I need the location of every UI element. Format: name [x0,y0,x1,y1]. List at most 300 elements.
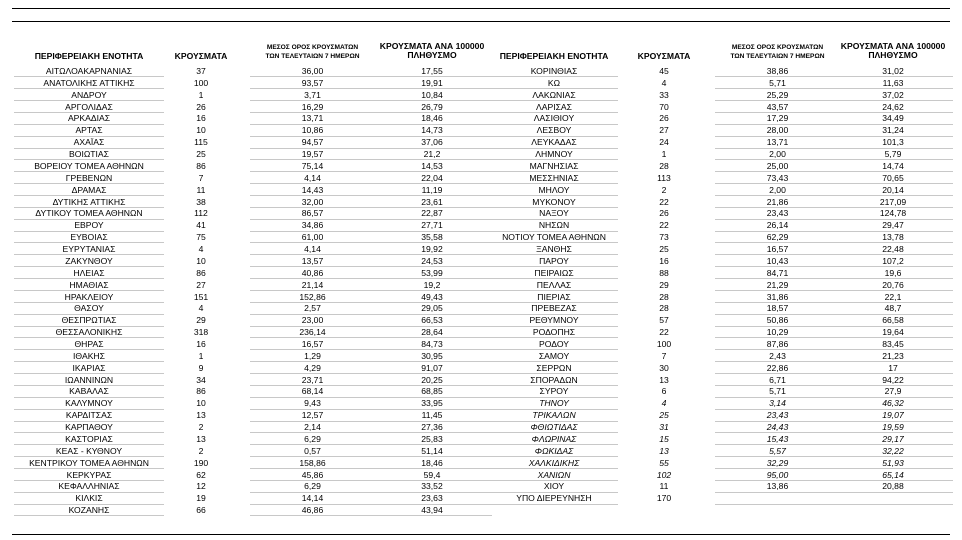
cell-name: ΛΕΣΒΟΥ [536,125,572,136]
cell-cases: 13 [196,410,206,421]
header-per100k-line1: ΚΡΟΥΣΜΑΤΑ ΑΝΑ 100000 [379,41,485,51]
cell-per100k: 37,02 [882,89,904,100]
cell-cases: 22 [659,220,669,231]
cell-name: ΡΕΘΥΜΝΟΥ [529,315,579,326]
table-row [0,112,962,124]
cell-cases: 25 [196,149,206,160]
table-row [0,433,962,445]
cell-name: ΛΕΥΚΑΔΑΣ [531,137,577,148]
cell-per100k: 19,2 [423,279,441,290]
header-cases-right: ΚΡΟΥΣΜΑΤΑ [637,51,691,61]
cell-name: ΧΑΝΙΩΝ [537,469,571,480]
cell-avg: 13,57 [301,255,324,266]
cell-avg: 9,43 [304,398,321,409]
cell-avg: 94,57 [301,137,324,148]
cell-cases: 25 [659,410,669,421]
cell-per100k: 28,64 [421,327,443,338]
cell-name: ΑΡΚΑΔΙΑΣ [67,113,111,124]
cell-per100k: 51,93 [882,457,904,468]
cell-cases: 86 [196,160,206,171]
cell-name: ΘΕΣΣΑΛΟΝΙΚΗΣ [55,327,123,338]
cell-per100k: 22,04 [421,172,443,183]
cell-avg: 95,00 [766,469,789,480]
cell-cases: 24 [659,137,669,148]
cell-avg: 38,86 [766,66,789,76]
table-row [0,243,962,255]
cell-per100k: 29,47 [882,220,904,231]
cell-name: ΘΕΣΠΡΩΤΙΑΣ [61,315,117,326]
cell-name: ΕΥΒΟΙΑΣ [70,232,108,243]
cell-avg: 32,29 [766,457,789,468]
cell-avg: 18,57 [766,303,789,314]
cell-per100k: 33,95 [421,398,443,409]
cell-cases: 28 [659,291,669,302]
cell-per100k: 43,94 [421,505,443,516]
cell-name: ΜΥΚΟΝΟΥ [532,196,576,207]
table-row [0,160,962,172]
cell-cases: 86 [196,267,206,278]
cell-avg: 31,86 [766,291,789,302]
cell-avg: 28,00 [766,125,789,136]
cell-name: ΚΟΖΑΝΗΣ [68,505,110,516]
cell-name: ΚΑΛΥΜΝΟΥ [65,398,113,409]
header-avg-line1: ΜΕΣΟΣ ΟΡΟΣ ΚΡΟΥΣΜΑΤΩΝ [731,44,824,51]
cell-per100k: 53,99 [421,267,443,278]
cell-cases: 22 [659,196,669,207]
cell-per100k: 107,2 [882,255,904,266]
cell-avg: 23,71 [301,374,324,385]
cell-cases: 27 [196,279,206,290]
cell-cases: 190 [193,457,209,468]
bottom-border-line [12,534,950,535]
cell-name: ΠΡΕΒΕΖΑΣ [531,303,577,314]
cell-per100k: 33,52 [421,481,443,492]
cell-cases: 27 [659,125,669,136]
cell-name: ΗΛΕΙΑΣ [73,267,105,278]
cell-name: ΚΙΛΚΙΣ [75,493,103,504]
cell-avg: 236,14 [299,327,326,338]
cell-avg: 13,86 [766,481,789,492]
table-row [0,338,962,350]
cell-avg: 3,71 [304,89,321,100]
cell-per100k: 23,63 [421,493,443,504]
cell-per100k [833,492,953,504]
cell-cases: 31 [659,422,669,433]
cell-cases: 33 [659,89,669,100]
cell-per100k: 24,53 [421,255,443,266]
cell-name: ΛΗΜΝΟΥ [535,149,573,160]
table-row [0,504,962,516]
table-row [0,231,962,243]
table-row [0,397,962,409]
cell-cases: 13 [659,445,669,456]
cell-cases: 10 [196,255,206,266]
cell-name: ΜΑΓΝΗΣΙΑΣ [529,160,579,171]
cell-name: ΧΑΛΚΙΔΙΚΗΣ [528,457,580,468]
cell-cases: 7 [198,172,204,183]
table-row [0,445,962,457]
cell-per100k: 66,58 [882,315,904,326]
cell-per100k: 24,62 [882,101,904,112]
cell-per100k: 34,49 [882,113,904,124]
cell-name: ΑΡΤΑΣ [75,125,103,136]
cell-per100k: 101,3 [882,137,904,148]
cell-name: ΚΑΒΑΛΑΣ [69,386,109,397]
cell-cases: 26 [659,113,669,124]
table-row [0,148,962,160]
cell-avg: 6,29 [304,433,321,444]
header-avg-line1: ΜΕΣΟΣ ΟΡΟΣ ΚΡΟΥΣΜΑΤΩΝ [266,44,359,51]
header-per100k-line1: ΚΡΟΥΣΜΑΤΑ ΑΝΑ 100000 [840,41,946,51]
table-row [0,172,962,184]
cell-name: ΞΑΝΘΗΣ [536,244,572,255]
cell-name: ΧΙΟΥ [543,481,565,492]
cell-cases: 2 [661,184,667,195]
cell-avg: 16,57 [301,339,324,349]
table-row [0,350,962,362]
cell-per100k: 68,85 [421,386,443,397]
table-row [0,89,962,101]
top-border-line [12,8,950,9]
cell-name: ΛΑΚΩΝΙΑΣ [532,89,576,100]
cell-cases: 73 [659,232,669,243]
cell-name: ΓΡΕΒΕΝΩΝ [65,172,113,183]
cell-avg: 87,86 [766,339,789,349]
cell-cases: 151 [193,291,209,302]
cell-per100k: 11,45 [421,410,443,421]
cell-name: ΣΑΜΟΥ [538,350,570,361]
cell-avg: 46,86 [301,505,324,516]
cell-per100k: 17,55 [421,66,443,76]
cell-name: ΦΩΚΙΔΑΣ [534,445,574,456]
cell-name: ΕΒΡΟΥ [74,220,104,231]
cell-cases: 113 [657,172,671,183]
cell-name: ΤΡΙΚΑΛΩΝ [532,410,576,421]
cell-per100k: 20,88 [882,481,904,492]
table-row [0,279,962,291]
cell-name: ΚΕΑΣ - ΚΥΘΝΟΥ [55,445,123,456]
cell-per100k: 84,73 [421,339,443,349]
cell-name: ΔΡΑΜΑΣ [71,184,107,195]
cell-cases: 34 [196,374,206,385]
cell-avg: 152,86 [299,291,326,302]
table-row [0,492,962,504]
cell-per100k: 49,43 [421,291,443,302]
cell-avg: 43,57 [766,101,789,112]
cell-name: ΚΕΝΤΡΙΚΟΥ ΤΟΜΕΑ ΑΘΗΝΩΝ [29,457,149,468]
cell-cases: 102 [656,469,672,480]
table-row [0,409,962,421]
table-row [0,314,962,326]
cell-per100k: 59,4 [423,469,441,480]
cell-name: ΝΑΞΟΥ [539,208,569,219]
cell-cases: 86 [196,386,206,397]
cell-per100k: 11,19 [421,184,443,195]
row-separator [715,504,953,505]
cell-cases: 1 [198,350,204,361]
cell-cases: 13 [659,374,669,385]
cell-cases: 28 [659,160,669,171]
cell-avg: 84,71 [766,267,789,278]
header-region-left: ΠΕΡΙΦΕΡΕΙΑΚΗ ΕΝΟΤΗΤΑ [34,51,144,61]
cell-name: ΗΜΑΘΙΑΣ [69,279,109,290]
cell-name: ΚΑΡΔΙΤΣΑΣ [65,410,113,421]
cell-cases: 25 [659,244,669,255]
cell-cases: 4 [198,303,204,314]
cell-avg: 2,00 [769,184,786,195]
cell-avg: 6,29 [304,481,321,492]
cell-cases: 100 [656,339,672,349]
cell-avg: 10,86 [301,125,324,136]
cell-per100k: 14,53 [421,160,443,171]
cell-avg: 50,86 [766,315,789,326]
cell-avg: 62,29 [766,232,789,243]
cell-avg: 21,14 [301,279,324,290]
cell-per100k: 21,2 [423,149,441,160]
cell-cases: 88 [659,267,669,278]
cell-name: ΚΕΦΑΛΛΗΝΙΑΣ [58,481,120,492]
cell-avg: 13,71 [301,113,324,124]
cell-avg: 10,43 [766,255,789,266]
cell-avg: 68,14 [301,386,324,397]
cell-cases: 22 [659,327,669,338]
cell-name: ΣΕΡΡΩΝ [536,362,572,373]
cell-per100k: 51,14 [421,445,443,456]
row-separator [250,515,492,516]
cell-avg: 26,14 [766,220,789,231]
header-per100k-line2: ΠΛΗΘΥΣΜΟ [407,50,457,60]
cell-avg: 6,71 [769,374,786,385]
cell-per100k: 14,74 [882,160,904,171]
cell-cases: 28 [659,303,669,314]
cell-per100k: 25,83 [421,433,443,444]
cell-avg: 15,43 [766,433,789,444]
table-row [0,136,962,148]
cell-name: ΑΧΑΪΑΣ [73,137,105,148]
table-row [0,267,962,279]
table-row [0,77,962,89]
cell-name: ΕΥΡΥΤΑΝΙΑΣ [62,244,116,255]
cell-name: ΚΟΡΙΝΘΙΑΣ [530,66,578,76]
cell-cases: 29 [659,279,669,290]
cell-per100k: 19,07 [882,410,904,421]
cell-per100k: 19,64 [882,327,904,338]
cell-avg: 2,57 [304,303,321,314]
cell-avg: 3,14 [769,398,786,409]
cell-name: ΤΗΝΟΥ [539,398,569,409]
table-row [0,480,962,492]
cell-cases: 16 [196,339,206,349]
cell-per100k: 91,07 [421,362,443,373]
cell-cases: 115 [194,137,208,148]
cell-cases: 170 [656,493,672,504]
cell-avg: 24,43 [766,422,789,433]
cell-avg: 23,43 [766,410,789,421]
cell-cases: 4 [661,77,667,88]
cell-name: ΠΕΙΡΑΙΩΣ [534,267,574,278]
cell-cases: 26 [196,101,206,112]
cell-avg: 4,14 [304,172,321,183]
header-avg-line2: ΤΩΝ ΤΕΛΕΥΤΑΙΩΝ 7 ΗΜΕΡΩΝ [265,53,360,60]
cell-cases: 26 [659,208,669,219]
cell-cases: 16 [196,113,206,124]
cell-avg: 19,57 [301,149,324,160]
cell-name: ΦΘΙΩΤΙΔΑΣ [530,422,578,433]
cell-avg: 12,57 [301,410,324,421]
cell-per100k: 30,95 [421,350,443,361]
cell-cases: 13 [196,433,206,444]
cell-per100k: 18,46 [421,113,443,124]
cell-name: ΛΑΡΙΣΑΣ [536,101,572,112]
cell-cases: 30 [659,362,669,373]
cell-avg: 40,86 [301,267,324,278]
table-row [0,207,962,219]
cell-name: ΜΕΣΣΗΝΙΑΣ [529,172,579,183]
cell-per100k: 20,25 [421,374,443,385]
cell-name: ΙΩΑΝΝΙΝΩΝ [64,374,114,385]
cell-name: ΚΩ [547,77,561,88]
cell-per100k: 94,22 [882,374,904,385]
cell-cases: 19 [196,493,206,504]
cell-avg: 23,00 [301,315,324,326]
cell-name: ΚΑΣΤΟΡΙΑΣ [65,433,113,444]
cell-cases: 318 [193,327,209,338]
cell-per100k: 66,53 [421,315,443,326]
cell-per100k: 124,78 [879,208,907,219]
cell-avg: 16,57 [766,244,789,255]
cell-per100k: 19,6 [884,267,902,278]
cell-cases: 7 [661,350,667,361]
cell-cases: 9 [198,362,204,373]
cell-name: ΑΙΤΩΛΟΑΚΑΡΝΑΝΙΑΣ [45,66,133,76]
cell-cases: 15 [659,433,669,444]
cell-name: ΜΗΛΟΥ [538,184,570,195]
cell-per100k: 27,36 [421,422,443,433]
cell-name: ΒΟΙΩΤΙΑΣ [69,149,109,160]
table-row [0,291,962,303]
cell-cases: 10 [196,398,206,409]
cell-avg: 45,86 [301,469,324,480]
cell-avg: 2,43 [769,350,786,361]
cell-per100k: 65,14 [882,469,904,480]
cell-avg: 17,29 [766,113,789,124]
cell-avg: 86,57 [301,208,324,219]
cell-avg: 22,86 [766,362,789,373]
cell-avg [715,492,840,504]
cell-cases: 29 [196,315,206,326]
cell-avg: 14,43 [301,184,324,195]
table-row [0,196,962,208]
cell-avg: 32,00 [301,196,324,207]
cell-per100k: 20,14 [882,184,904,195]
cell-avg: 4,29 [304,362,321,373]
cell-per100k: 19,59 [882,422,904,433]
cell-per100k: 35,58 [421,232,443,243]
cell-cases: 1 [661,149,667,160]
cell-cases: 2 [198,445,204,456]
cell-avg: 93,57 [301,77,324,88]
header-per100k-line2: ΠΛΗΘΥΣΜΟ [868,50,918,60]
cell-per100k: 70,65 [882,172,904,183]
cell-avg: 23,43 [766,208,789,219]
cell-name: ΒΟΡΕΙΟΥ ΤΟΜΕΑ ΑΘΗΝΩΝ [34,160,144,171]
table-row [0,255,962,267]
cell-cases: 37 [196,66,206,76]
header-avg-left [250,43,375,61]
cell-per100k: 19,91 [421,77,443,88]
cell-name: ΑΝΑΤΟΛΙΚΗΣ ΑΤΤΙΚΗΣ [43,77,135,88]
cell-per100k: 27,9 [884,386,902,397]
cell-per100k: 5,79 [884,149,902,160]
cell-cases: 1 [198,89,204,100]
table-row [0,385,962,397]
table-row [0,184,962,196]
cell-per100k: 83,45 [882,339,904,349]
cell-avg: 158,86 [299,457,326,468]
row-separator [490,504,618,505]
cell-avg: 2,00 [769,149,786,160]
cell-cases: 62 [196,469,206,480]
cell-cases: 16 [659,255,669,266]
cell-per100k: 17 [888,362,898,373]
cell-per100k: 22,1 [884,291,902,302]
cell-cases: 11 [659,481,669,492]
cell-cases: 45 [659,66,669,76]
cell-cases: 112 [194,208,208,219]
cell-name: ΗΡΑΚΛΕΙΟΥ [64,291,114,302]
cell-name: ΙΚΑΡΙΑΣ [72,362,106,373]
table-row [0,65,962,77]
cell-avg: 25,00 [766,160,789,171]
cell-avg: 13,71 [766,137,789,148]
header-per100k-left [372,42,492,60]
cell-name: ΣΥΡΟΥ [539,386,569,397]
table-row [0,124,962,136]
header-avg-line2: ΤΩΝ ΤΕΛΕΥΤΑΙΩΝ 7 ΗΜΕΡΩΝ [730,53,825,60]
cell-per100k: 37,06 [421,137,443,148]
cell-per100k: 21,23 [882,350,904,361]
cell-avg: 61,00 [301,232,324,243]
table-row [0,374,962,386]
cell-avg: 1,29 [304,350,321,361]
cell-name: ΔΥΤΙΚΟΥ ΤΟΜΕΑ ΑΘΗΝΩΝ [35,208,143,219]
table-row [0,302,962,314]
cell-avg: 36,00 [301,66,324,76]
cell-cases: 100 [193,77,209,88]
cell-cases: 11 [196,184,206,195]
cell-per100k: 31,24 [882,125,904,136]
cell-name: ΡΟΔΟΠΗΣ [532,327,576,338]
cell-per100k: 48,7 [884,303,902,314]
cell-per100k: 23,61 [421,196,443,207]
cell-per100k: 20,76 [882,279,904,290]
table-row [0,219,962,231]
cell-name: ΚΑΡΠΑΘΟΥ [65,422,113,433]
cell-cases: 38 [196,196,206,207]
table-row [0,362,962,374]
header-region-right: ΠΕΡΙΦΕΡΕΙΑΚΗ ΕΝΟΤΗΤΑ [499,51,609,61]
cell-cases: 2 [198,422,204,433]
cell-cases: 66 [196,505,206,516]
cell-name: ΠΕΛΛΑΣ [536,279,572,290]
cell-per100k: 22,48 [882,244,904,255]
cell-name: ΠΙΕΡΙΑΣ [537,291,571,302]
cell-name: ΖΑΚΥΝΘΟΥ [65,255,113,266]
cell-per100k: 18,46 [421,457,443,468]
cell-per100k: 27,71 [421,220,443,231]
cell-cases: 75 [196,232,206,243]
cell-cases: 70 [659,101,669,112]
